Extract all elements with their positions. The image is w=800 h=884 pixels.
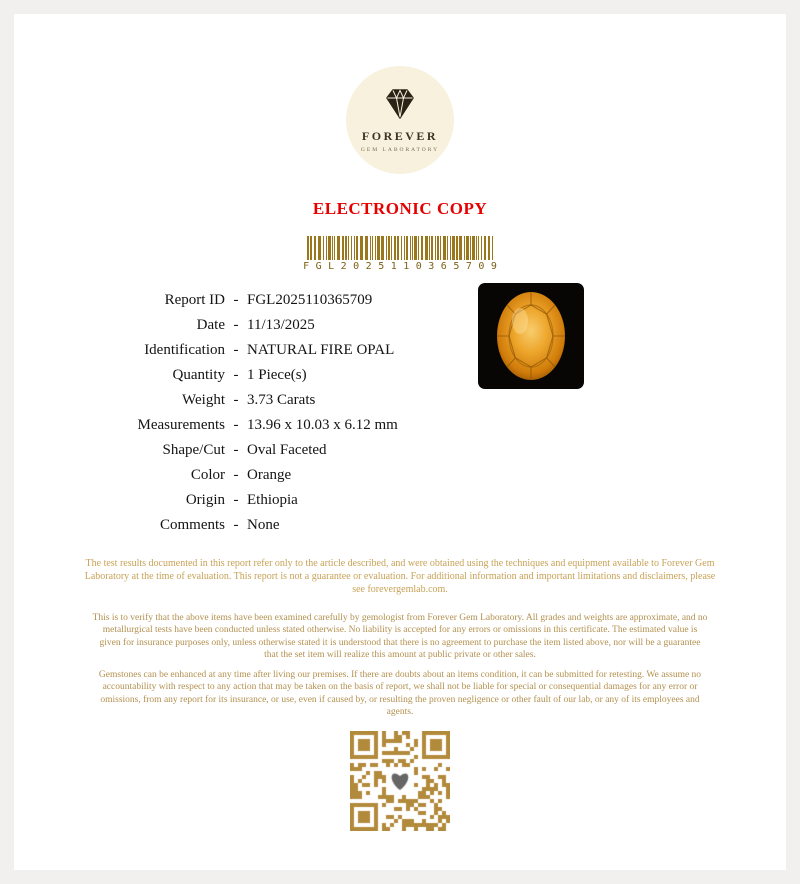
field-label: Origin <box>185 492 225 508</box>
barcode-bar <box>381 236 384 260</box>
qr-code-canvas <box>350 731 450 831</box>
lab-logo <box>346 66 454 174</box>
field-value: 11/13/2025 <box>247 317 315 333</box>
field-label: Color <box>190 467 225 483</box>
field-value: Orange <box>247 467 292 483</box>
barcode-bar <box>484 236 486 260</box>
barcode-bar <box>386 236 387 260</box>
barcode-bar <box>476 236 477 260</box>
field-label: Comments <box>159 517 225 533</box>
barcode-bar <box>470 236 471 260</box>
disclaimer-test-results: The test results documented in this report refer only to the article described, and were obtained using the techniques and equipment available to Forever Gem Laboratory at the time of evaluation. This report is not a guarantee or evaluation. For additional information and important limitations and disclaimers, please see forevergemlab.com. <box>84 558 716 596</box>
barcode-bar <box>401 236 402 260</box>
barcode-bar <box>391 236 392 260</box>
barcode-bar <box>418 236 419 260</box>
diamond-icon <box>377 87 423 126</box>
barcode-bar <box>488 236 490 260</box>
barcode-bar <box>404 236 405 260</box>
barcode-bar <box>447 236 448 260</box>
logo-title: FOREVER <box>361 129 439 143</box>
logo-subtitle: GEM LABORATORY <box>360 147 440 153</box>
field-separator: - <box>233 467 239 483</box>
field-label: Quantity <box>172 367 225 383</box>
field-value: Oval Faceted <box>247 442 327 458</box>
barcode-bar <box>377 236 380 260</box>
barcode-bar <box>397 236 399 260</box>
barcode-bar <box>450 236 451 260</box>
field-separator: - <box>233 492 239 508</box>
field-separator: - <box>233 417 239 433</box>
barcode-bar <box>310 236 312 260</box>
field-label: Shape/Cut <box>162 442 225 458</box>
barcode-bar <box>481 236 482 260</box>
barcode-bar <box>431 236 433 260</box>
barcode-bar <box>429 236 430 260</box>
barcode-bar <box>323 236 324 260</box>
barcode-bar <box>326 236 327 260</box>
barcode-bar <box>328 236 331 260</box>
report-field-row <box>75 488 786 513</box>
field-value: None <box>247 517 280 533</box>
barcode-bar <box>337 236 340 260</box>
barcode-bar <box>452 236 455 260</box>
barcode-bar <box>348 236 349 260</box>
barcode-bar <box>375 236 376 260</box>
qr-code <box>350 731 450 831</box>
report-field-row <box>75 438 786 463</box>
barcode-bar <box>414 236 417 260</box>
barcode-bar <box>440 236 441 260</box>
report-fields <box>14 288 786 538</box>
field-value: FGL2025110365709 <box>247 292 373 308</box>
field-label: Identification <box>144 342 225 358</box>
barcode-bar <box>345 236 347 260</box>
barcode-bar <box>354 236 355 260</box>
field-value: 13.96 x 10.03 x 6.12 mm <box>247 417 398 433</box>
field-separator: - <box>233 517 239 533</box>
report-field-row <box>75 313 786 338</box>
barcode-bar <box>334 236 335 260</box>
barcode-bar <box>360 236 363 260</box>
field-separator: - <box>233 442 239 458</box>
field-label: Weight <box>182 392 225 408</box>
barcode-bar <box>370 236 371 260</box>
barcode-bar <box>314 236 316 260</box>
barcode-bar <box>388 236 390 260</box>
barcode-bar <box>318 236 321 260</box>
barcode-bar <box>412 236 413 260</box>
field-separator: - <box>233 392 239 408</box>
disclaimer-enhancement: Gemstones can be enhanced at any time after living our premises. If there are doubts about an items condition, it can be submitted for retesting. We assume no accountability with respect to any action that may be taken on the basis of report, we shall not be liable for special or consequential damages for any error or omissions, from any report for its insurance, or use, even if caused by, or resulting the proven negligence or other fault of our lab, or any of its employees and agents. <box>98 669 702 718</box>
field-label: Date <box>196 317 225 333</box>
barcode-bars <box>290 236 510 260</box>
barcode-bar <box>435 236 436 260</box>
barcode-bar <box>307 236 309 260</box>
barcode-bar <box>425 236 428 260</box>
report-field-row <box>75 288 786 313</box>
field-label: Report ID <box>164 292 225 308</box>
barcode-bar <box>478 236 479 260</box>
certificate-card <box>14 14 786 870</box>
field-separator: - <box>233 342 239 358</box>
disclaimer-verification: This is to verify that the above items have been examined carefully by gemologist from Forever Gem Laboratory. All grades and weights are approximate, and no metallurgical tests have been conducted unless stated otherwise. No liability is accepted for any errors or omissions in this certificate. The estimated value is given for insurance purposes only, unless otherwise stated it is understood that there is no agreement to purchase the item listed above, nor will be a guarantee that the set item will realize this amount at public private or other sales. <box>92 612 708 661</box>
barcode-bar <box>443 236 446 260</box>
barcode <box>290 236 510 272</box>
barcode-bar <box>464 236 465 260</box>
field-label: Measurements <box>137 417 225 433</box>
report-field-row <box>75 388 786 413</box>
barcode-bar <box>437 236 439 260</box>
barcode-bar <box>351 236 352 260</box>
report-section <box>14 288 786 540</box>
field-separator: - <box>233 292 239 308</box>
barcode-bar <box>492 236 493 260</box>
field-value: Ethiopia <box>247 492 298 508</box>
barcode-bar <box>459 236 462 260</box>
barcode-bar <box>332 236 333 260</box>
field-value: 1 Piece(s) <box>247 367 307 383</box>
report-field-row <box>75 363 786 388</box>
field-value: 3.73 Carats <box>247 392 316 408</box>
barcode-text: FGL2025110365709 <box>303 261 504 272</box>
barcode-bar <box>466 236 469 260</box>
gem-photo <box>478 283 584 389</box>
electronic-copy-title: ELECTRONIC COPY <box>312 199 488 218</box>
barcode-bar <box>421 236 423 260</box>
barcode-bar <box>456 236 458 260</box>
barcode-bar <box>365 236 368 260</box>
field-value: NATURAL FIRE OPAL <box>247 342 395 358</box>
gem-image <box>478 283 584 389</box>
field-separator: - <box>233 367 239 383</box>
barcode-bar <box>406 236 408 260</box>
barcode-bar <box>410 236 411 260</box>
barcode-bar <box>372 236 373 260</box>
report-field-row <box>75 413 786 438</box>
barcode-bar <box>394 236 396 260</box>
report-field-row <box>75 338 786 363</box>
report-field-row <box>75 463 786 488</box>
report-field-row <box>75 513 786 538</box>
barcode-bar <box>472 236 475 260</box>
barcode-bar <box>356 236 358 260</box>
field-separator: - <box>233 317 239 333</box>
barcode-bar <box>342 236 344 260</box>
